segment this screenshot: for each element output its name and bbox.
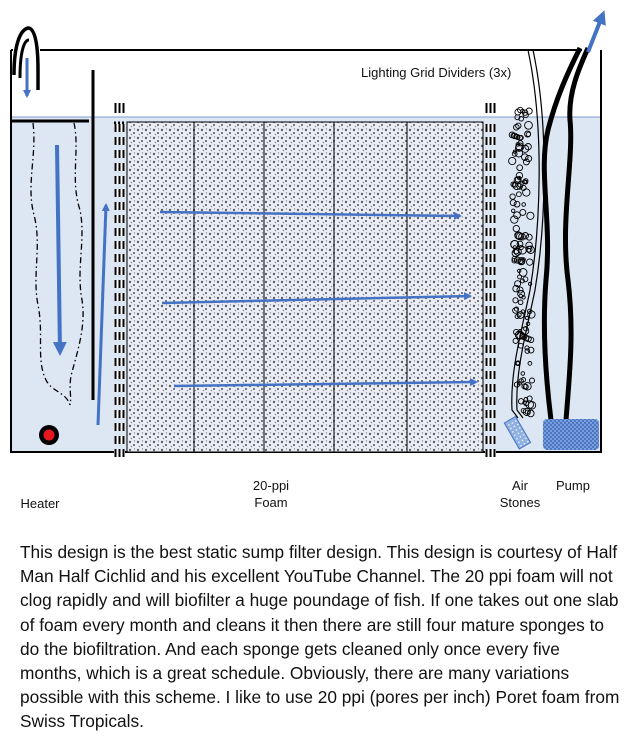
- foam-label-line1: 20-ppi: [252, 478, 290, 493]
- heater-label: Heater: [20, 496, 60, 511]
- pump-outflow-arrow: [588, 14, 603, 52]
- grid-divider-right: [485, 103, 496, 457]
- air-stones-label-line1: Air: [512, 478, 528, 493]
- pump-label: Pump: [556, 478, 590, 493]
- foam-block: [127, 122, 483, 452]
- air-stones-label-line2: Stones: [499, 495, 541, 510]
- pump-body: [543, 419, 599, 450]
- lighting-grid-label: Lighting Grid Dividers (3x): [361, 65, 512, 80]
- grid-divider-left: [114, 103, 125, 457]
- caption-text: This design is the best static sump filter design. This design is courtesy of Half Man Half Cichlid and his excellent YouTube Channel. The 20 ppi foam will not clog rapidly and will biofilter a huge poundage of fish. If one takes out one slab of foam every month and cleans it then there are still four mature sponges to do the biofiltration. And each sponge gets cleaned only once every five months, which is a great schedule. Obviously, there are many variations possible with this scheme. I like to use 20 ppi (pores per inch) Poret foam from Swiss Tropicals.: [20, 542, 620, 732]
- air-stones-label: [490, 477, 550, 511]
- foam-label-line2: Foam: [254, 495, 288, 510]
- heater-light-red: [44, 430, 55, 441]
- foam-label: [241, 477, 301, 511]
